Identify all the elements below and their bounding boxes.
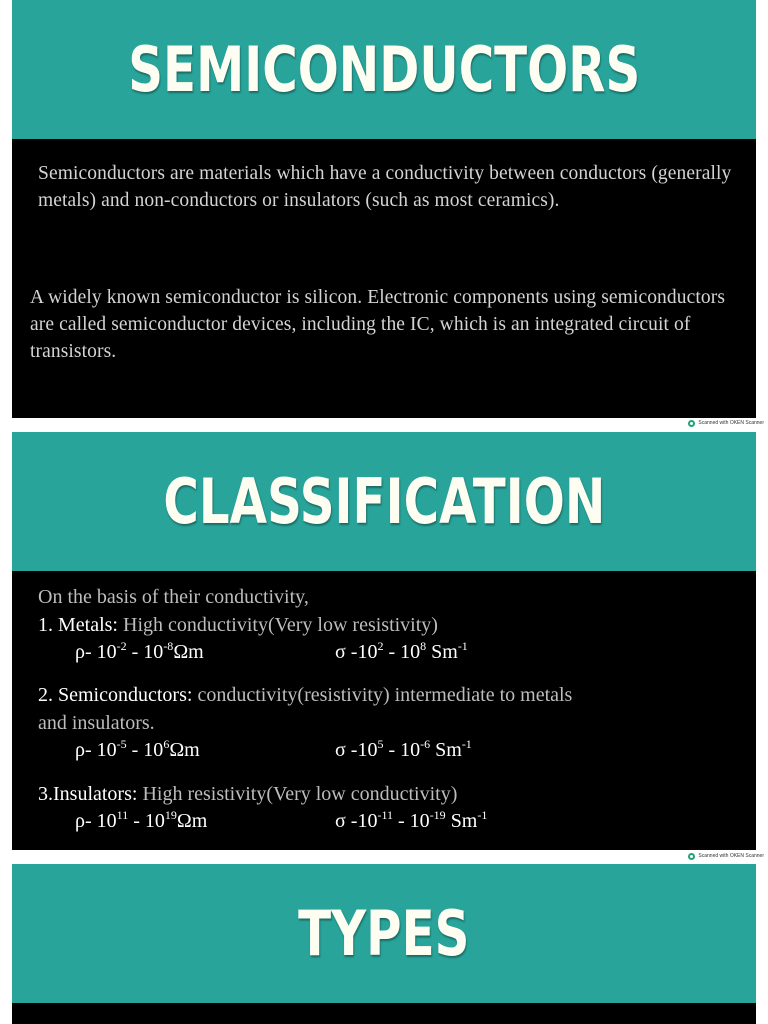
slide-1-paragraph-2: A widely known semiconductor is silicon. Electronic components using semiconductors are called semiconductor devices, including the IC, which is an integrated circuit of transistors. <box>30 287 726 362</box>
classification-item-semiconductors-cont: and insulators. <box>38 712 155 734</box>
scanner-logo-icon <box>688 420 695 427</box>
item-number: 1. <box>38 614 58 636</box>
slide-2-title: CLASSIFICATION <box>163 465 605 538</box>
classification-item-semiconductors <box>38 682 572 708</box>
scanner-watermark-1 <box>688 418 764 428</box>
scanner-watermark-2 <box>688 851 764 861</box>
classification-item-metals <box>38 612 438 638</box>
item-number: 3. <box>38 783 53 805</box>
item-heading: Metals: <box>58 614 118 636</box>
scanner-watermark-text: Scanned with OKEN Scanner <box>698 853 764 859</box>
scanner-watermark-text: Scanned with OKEN Scanner <box>698 420 764 426</box>
slide-1-paragraph-1: Semiconductors are materials which have a conductivity between conductors (generally metals) and non-conductors or insulators (such as most ceramics). <box>38 163 732 211</box>
semiconductors-resistivity: ρ- $10^{-5} - 10^6\Omega m$ <box>75 737 200 761</box>
scanner-logo-icon <box>688 853 695 860</box>
item-number: 2. <box>38 684 58 706</box>
classification-intro: On the basis of their conductivity, <box>38 586 309 608</box>
slide-3-body <box>12 1003 756 1024</box>
insulators-conductivity: σ $-10^{-11} - 10^{-19}$ $Sm^{-1}$ <box>335 808 488 832</box>
item-heading: Insulators: <box>53 783 138 805</box>
item-heading: Semiconductors: <box>58 684 193 706</box>
item-description: conductivity(resistivity) intermediate to metals <box>192 684 573 706</box>
slide-2-banner <box>12 432 756 571</box>
metals-resistivity: ρ- $10^{-2} - 10^{-8}\Omega m$ <box>75 639 204 663</box>
slide-1-title: SEMICONDUCTORS <box>127 33 641 106</box>
slide-1-body <box>12 139 756 418</box>
slide-3-banner <box>12 864 756 1003</box>
slide-1-banner <box>12 0 756 139</box>
semiconductors-conductivity: σ $-10^5 - 10^{-6}$ $Sm^{-1}$ <box>335 737 472 761</box>
item-description: High conductivity(Very low resistivity) <box>118 614 438 636</box>
metals-conductivity: σ $-10^2 - 10^8$ $Sm^{-1}$ <box>335 639 468 663</box>
slide-3-title: TYPES <box>298 897 470 970</box>
item-description: High resistivity(Very low conductivity) <box>137 783 458 805</box>
insulators-resistivity: ρ- $10^{11} - 10^{19}\Omega m$ <box>75 808 208 832</box>
classification-item-insulators <box>38 781 457 807</box>
